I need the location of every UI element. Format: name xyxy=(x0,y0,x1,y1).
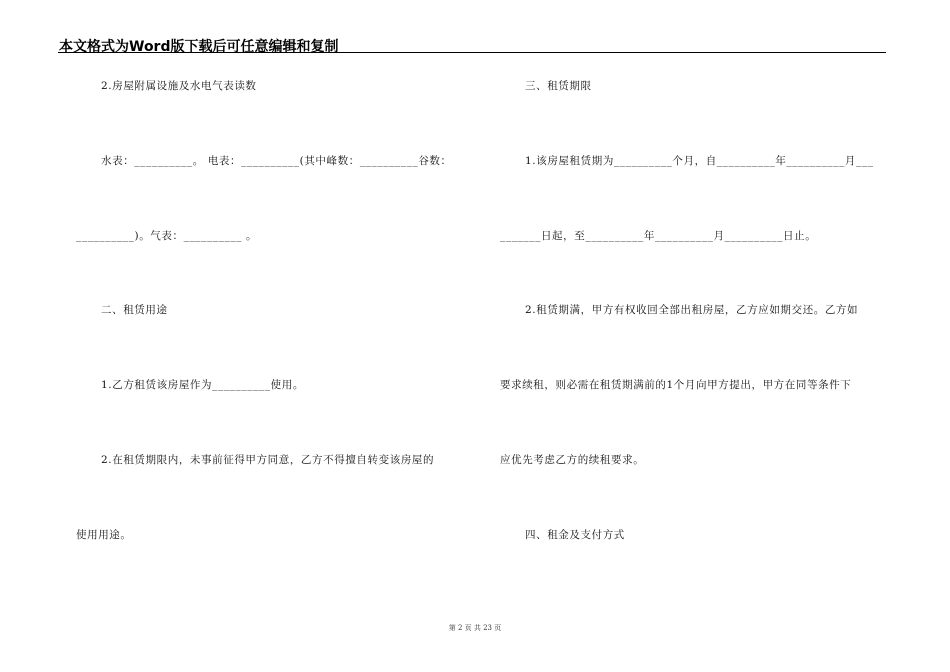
left-line-3: __________)。气表：__________ 。 xyxy=(76,230,258,242)
right-line-5: 要求续租，则必需在租赁期满前的1个月向甲方提出，甲方在同等条件下 xyxy=(500,379,852,391)
left-line-2: 水表：__________。 电表：__________(其中峰数：__________谷数： xyxy=(101,155,452,167)
left-line-1: 2.房屋附属设施及水电气表读数 xyxy=(101,80,257,92)
right-line-3: _______日起，至__________年__________月__________日止。 xyxy=(500,230,817,242)
header-divider xyxy=(58,52,886,53)
left-line-7: 使用用途。 xyxy=(76,529,132,541)
page-number-footer: 第 2 页 共 23 页 xyxy=(448,624,502,632)
left-line-6: 2.在租赁期限内，未事前征得甲方同意，乙方不得擅自转变该房屋的 xyxy=(101,454,435,466)
right-line-1: 三、租赁期限 xyxy=(525,80,592,92)
right-line-7: 四、租金及支付方式 xyxy=(525,529,625,541)
left-line-5: 1.乙方租赁该房屋作为__________使用。 xyxy=(101,379,304,391)
right-line-6: 应优先考虑乙方的续租要求。 xyxy=(500,454,645,466)
left-line-4: 二、租赁用途 xyxy=(101,304,168,316)
right-line-4: 2.租赁期满，甲方有权收回全部出租房屋，乙方应如期交还。乙方如 xyxy=(525,304,859,316)
document-header-title: 本文格式为Word版下载后可任意编辑和复制 xyxy=(59,39,339,55)
right-line-2: 1.该房屋租赁期为__________个月，自__________年__________月___ xyxy=(525,155,874,167)
